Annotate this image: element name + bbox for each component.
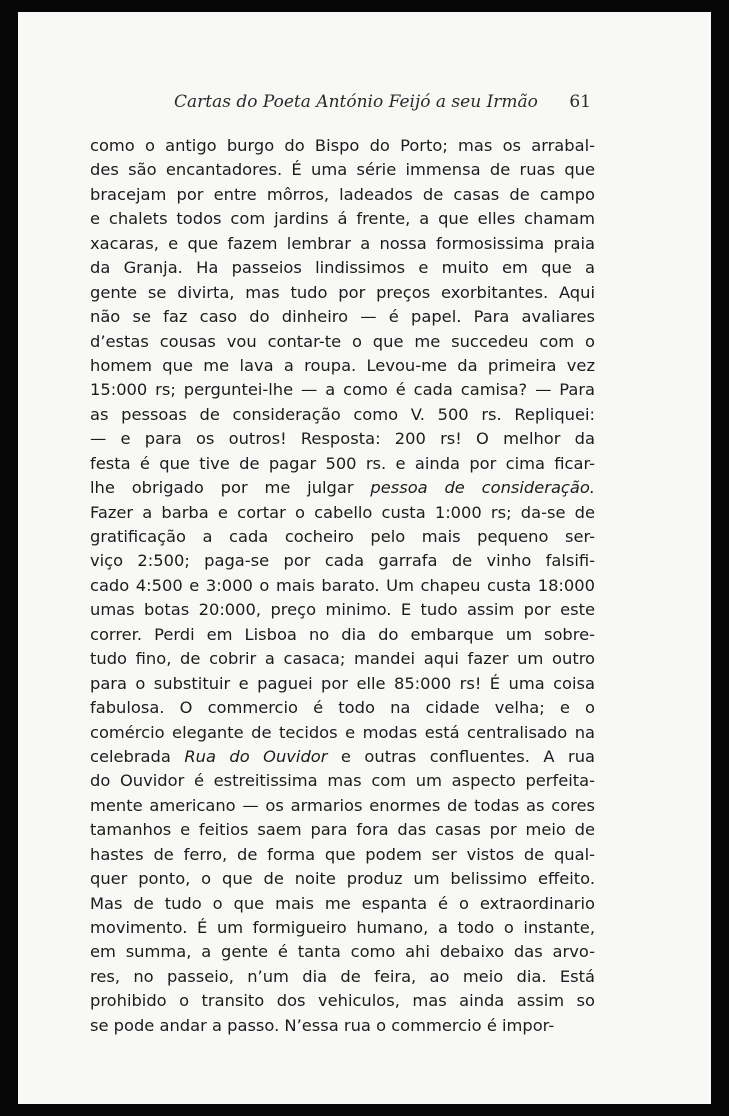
text-segment: fabulosa. O commercio é todo na cidade velha; e o xyxy=(90,698,595,718)
text-segment: 15:000 rs; perguntei-lhe — a como é cada camisa? — Para xyxy=(90,380,595,400)
text-line xyxy=(90,1014,595,1038)
text-line xyxy=(90,549,595,573)
text-line xyxy=(90,892,595,916)
text-segment: festa é que tive de pagar 500 rs. e ainda por cima ficar- xyxy=(90,453,595,473)
text-segment: res, no passeio, n’um dia de feira, ao meio dia. Está xyxy=(90,966,595,986)
text-line xyxy=(90,940,595,964)
text-line xyxy=(90,330,595,354)
text-line xyxy=(90,623,595,647)
text-line xyxy=(90,989,595,1013)
running-title: Cartas do Poeta António Feijó a seu Irmão xyxy=(174,92,538,112)
text-line xyxy=(90,158,595,182)
text-line xyxy=(90,427,595,451)
text-line xyxy=(90,745,595,769)
text-segment: quer ponto, o que de noite produz um belissimo effeito. xyxy=(90,869,595,889)
text-segment: as pessoas de consideração como V. 500 rs. Repliquei: xyxy=(90,404,595,424)
text-line xyxy=(90,696,595,720)
text-line xyxy=(90,769,595,793)
text-segment: cado 4:500 e 3:000 o mais barato. Um chapeu custa 18:000 xyxy=(90,575,595,595)
body-text xyxy=(90,134,595,1038)
text-segment: — e para os outros! Resposta: 200 rs! O melhor da xyxy=(90,429,595,449)
text-segment: e chalets todos com jardins á frente, a que elles chamam xyxy=(90,209,595,229)
text-line xyxy=(90,305,595,329)
text-line xyxy=(90,818,595,842)
text-line xyxy=(90,672,595,696)
text-line xyxy=(90,452,595,476)
text-line xyxy=(90,843,595,867)
page-number: 61 xyxy=(569,92,591,112)
italic-phrase: Rua do Ouvidor xyxy=(184,746,328,766)
text-line xyxy=(90,574,595,598)
text-segment: homem que me lava a roupa. Levou-me da primeira vez xyxy=(90,355,595,375)
text-line xyxy=(90,476,595,500)
text-line xyxy=(90,525,595,549)
text-line xyxy=(90,207,595,231)
text-line xyxy=(90,256,595,280)
text-segment: correr. Perdi em Lisboa no dia do embarque um sobre- xyxy=(90,624,595,644)
text-line xyxy=(90,721,595,745)
text-line xyxy=(90,965,595,989)
text-segment: do Ouvidor é estreitissima mas com um aspecto perfeita- xyxy=(90,771,595,791)
text-segment: e outras confluentes. A rua xyxy=(327,746,595,766)
text-line xyxy=(90,232,595,256)
italic-phrase: pessoa de consideração. xyxy=(370,478,595,498)
text-line xyxy=(90,354,595,378)
book-page xyxy=(18,12,711,1104)
text-segment: mente americano — os armarios enormes de todas as cores xyxy=(90,795,595,815)
text-segment: gente se divirta, mas tudo por preços exorbitantes. Aqui xyxy=(90,282,595,302)
text-segment: bracejam por entre môrros, ladeados de casas de campo xyxy=(90,184,595,204)
text-segment: em summa, a gente é tanta como ahi debaixo das arvo- xyxy=(90,942,595,962)
text-segment: des são encantadores. É uma série immensa de ruas que xyxy=(90,160,595,180)
text-segment: prohibido o transito dos vehiculos, mas ainda assim so xyxy=(90,991,595,1011)
text-line xyxy=(90,134,595,158)
text-line xyxy=(90,501,595,525)
text-segment: celebrada xyxy=(90,746,185,766)
text-segment: movimento. É um formigueiro humano, a todo o instante, xyxy=(90,918,595,937)
text-segment: tamanhos e feitios saem para fora das casas por meio de xyxy=(90,820,595,840)
text-segment: gratificação a cada cocheiro pelo mais pequeno ser- xyxy=(90,527,595,546)
text-line xyxy=(90,183,595,207)
text-segment: como o antigo burgo do Bispo do Porto; mas os arrabal- xyxy=(90,136,595,155)
text-segment: hastes de ferro, de forma que podem ser vistos de qual- xyxy=(90,844,595,864)
text-segment: tudo fino, de cobrir a casaca; mandei aqui fazer um outro xyxy=(90,649,595,669)
text-line xyxy=(90,598,595,622)
text-line xyxy=(90,403,595,427)
text-line xyxy=(90,794,595,818)
text-segment: para o substituir e paguei por elle 85:000 rs! É uma coisa xyxy=(90,673,595,693)
running-head xyxy=(91,88,591,118)
text-segment: umas botas 20:000, preço minimo. E tudo assim por este xyxy=(90,600,595,620)
text-segment: não se faz caso do dinheiro — é papel. Para avaliares xyxy=(90,307,595,327)
text-line xyxy=(90,916,595,940)
text-line xyxy=(90,378,595,402)
text-segment: viço 2:500; paga-se por cada garrafa de vinho falsifi- xyxy=(90,551,595,571)
text-segment: se pode andar a passo. N’essa rua o commercio é impor- xyxy=(90,1015,555,1035)
text-segment: d’estas cousas vou contar-te o que me succedeu com o xyxy=(90,331,595,351)
text-segment: Mas de tudo o que mais me espanta é o extraordinario xyxy=(90,893,595,913)
text-line xyxy=(90,867,595,891)
text-line xyxy=(90,281,595,305)
text-segment: da Granja. Ha passeios lindissimos e muito em que a xyxy=(90,258,595,278)
text-line xyxy=(90,647,595,671)
text-segment: lhe obrigado por me julgar xyxy=(90,478,371,498)
text-segment: Fazer a barba e cortar o cabello custa 1:000 rs; da-se de xyxy=(90,502,595,522)
text-segment: comércio elegante de tecidos e modas está centralisado na xyxy=(90,722,595,742)
text-segment: xacaras, e que fazem lembrar a nossa formosissima praia xyxy=(90,233,595,253)
